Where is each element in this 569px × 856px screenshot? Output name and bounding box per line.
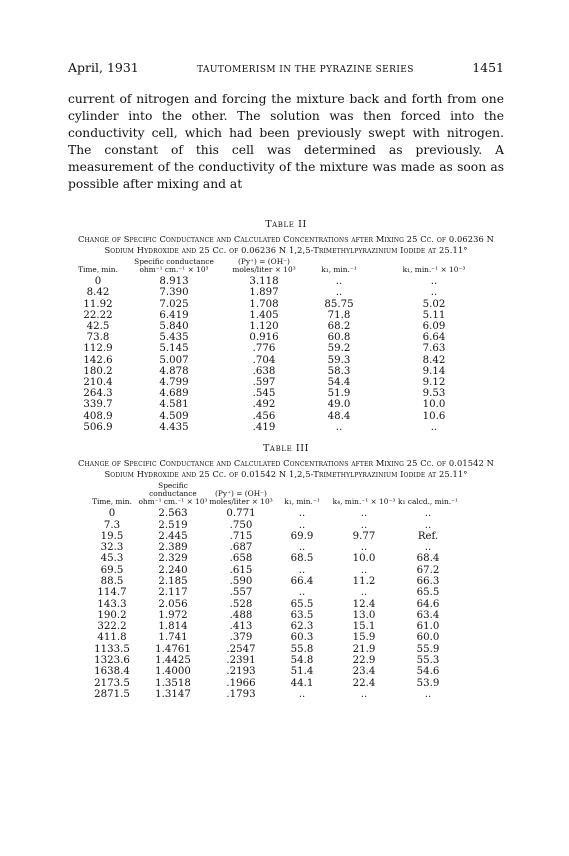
table-cell: .. xyxy=(298,542,306,554)
table-row xyxy=(72,276,494,287)
table-row xyxy=(86,587,458,598)
table-cell: 88.5 xyxy=(100,576,124,587)
table-cell: 114.7 xyxy=(97,587,127,599)
table-cell: .. xyxy=(335,421,343,433)
table-cell: 5.02 xyxy=(422,298,446,310)
table-cell: 15.1 xyxy=(352,621,376,633)
table-cell: 2.563 xyxy=(158,508,188,520)
table-cell: 63.4 xyxy=(416,609,440,621)
table-row xyxy=(72,399,494,410)
page-header xyxy=(68,60,504,75)
table-cell: 5.11 xyxy=(422,309,446,321)
table-cell: .2547 xyxy=(226,643,256,655)
table-row xyxy=(72,332,494,343)
table-cell: 339.7 xyxy=(83,399,113,411)
table3-title: Table III xyxy=(263,443,309,455)
table-cell: .488 xyxy=(229,609,253,621)
table-cell: 13.0 xyxy=(352,609,376,621)
table-row xyxy=(72,287,494,298)
table2 xyxy=(72,258,494,433)
table-cell: 73.8 xyxy=(86,332,110,344)
table-cell: 0 xyxy=(94,276,102,288)
table-cell: 23.4 xyxy=(352,666,376,678)
table-cell: 2.117 xyxy=(158,587,188,599)
table-cell: 5.435 xyxy=(159,332,189,344)
table-cell: 68.2 xyxy=(327,321,351,332)
body-paragraph: current of nitrogen and forcing the mixture back and forth from one cylinder into the other. The solution was then forced into the conductivity cell, which had been previously swept with nitrogen. The constant of this cell was determined as previously. A measurement of the conductivity of the mixture was made as soon as possible after mixing and at xyxy=(68,92,504,191)
table-cell: 8.913 xyxy=(159,276,189,288)
table-cell: 2871.5 xyxy=(94,688,130,700)
table-cell: 69.5 xyxy=(100,564,124,576)
table-row xyxy=(86,655,458,666)
table-cell: .. xyxy=(430,276,438,288)
table-cell: 60.3 xyxy=(290,632,314,644)
table-cell: 7.63 xyxy=(422,343,446,355)
table-cell: .. xyxy=(430,287,438,299)
table-cell: 143.3 xyxy=(97,598,127,610)
table-cell: 53.9 xyxy=(416,677,440,689)
table-cell: 5.145 xyxy=(159,343,189,355)
table-row xyxy=(86,553,458,564)
table-cell: 85.75 xyxy=(324,298,354,310)
table3-header-row xyxy=(86,482,458,508)
table-cell: .. xyxy=(424,542,432,554)
table-row xyxy=(72,343,494,354)
t3-column-header: k₁ calcd., min.⁻¹ xyxy=(398,497,458,507)
table-row xyxy=(72,411,494,422)
table-row xyxy=(86,599,458,610)
table-cell: 2.389 xyxy=(158,542,188,554)
table-cell: 6.419 xyxy=(159,309,189,321)
table-row xyxy=(86,666,458,677)
journal-page xyxy=(68,60,504,700)
table-cell: 8.42 xyxy=(422,354,446,366)
table-cell: .1966 xyxy=(226,677,256,689)
table-cell: 69.9 xyxy=(290,530,314,542)
table-cell: .. xyxy=(298,508,306,520)
table-cell: 1.4425 xyxy=(155,655,191,667)
table-cell: 1.4000 xyxy=(155,666,191,678)
table-cell: 1.708 xyxy=(249,298,279,310)
table-cell: 59.3 xyxy=(327,354,351,366)
t2-column-header: (Py⁺) = (OH⁻) moles/liter × 10³ xyxy=(232,257,296,275)
table-cell: .. xyxy=(360,508,368,520)
table-cell: 4.509 xyxy=(159,410,189,422)
table-cell: 55.3 xyxy=(416,655,440,667)
table-cell: 190.2 xyxy=(97,609,127,621)
table-cell: 45.3 xyxy=(100,553,124,565)
table-cell: 2.519 xyxy=(158,519,188,531)
table-cell: 9.14 xyxy=(422,365,446,377)
table-cell: .. xyxy=(298,519,306,531)
table3-caption: Change of Specific Conductance and Calculated Concentrations after Mixing 25 Cc. of 0.01542 N Sodium Hydroxide and 25 Cc. of 0.01542 N 1,2,5-Trimethylpyrazinium Iodide at 25.11° xyxy=(78,458,494,479)
table-cell: 48.4 xyxy=(327,410,351,422)
table-cell: .. xyxy=(360,519,368,531)
table-row xyxy=(72,366,494,377)
table-row xyxy=(86,644,458,655)
t3-column-header: k₁, min.⁻¹ xyxy=(284,497,320,507)
table-cell: 68.5 xyxy=(290,553,314,565)
table-row xyxy=(86,520,458,531)
table-cell: Ref. xyxy=(417,530,439,542)
table-cell: 66.3 xyxy=(416,576,440,587)
t2-column-header: k₁, min.⁻¹ × 10⁻³ xyxy=(402,265,466,275)
table-cell: 42.5 xyxy=(86,321,110,332)
table-cell: 1638.4 xyxy=(94,666,130,678)
table-row xyxy=(86,678,458,689)
table-cell: .704 xyxy=(252,354,276,366)
table-row xyxy=(72,377,494,388)
table-cell: .776 xyxy=(252,343,276,355)
table-cell: 19.5 xyxy=(100,530,124,542)
table-cell: 5.007 xyxy=(159,354,189,366)
table2-header-row xyxy=(72,258,494,276)
table-cell: 60.8 xyxy=(327,332,351,344)
table-cell: 1.897 xyxy=(249,287,279,299)
table-cell: 1.814 xyxy=(158,621,188,633)
table-cell: 61.0 xyxy=(416,621,440,633)
t3-column-header: Specific conductance ohm⁻¹ cm.⁻¹ × 10³ xyxy=(138,481,208,507)
table-cell: 10.6 xyxy=(422,410,446,422)
table-cell: .. xyxy=(335,276,343,288)
table-cell: .. xyxy=(360,688,368,700)
table-cell: 10.0 xyxy=(422,399,446,411)
table-cell: 411.8 xyxy=(97,632,127,644)
table-cell: 1133.5 xyxy=(94,643,130,655)
table-cell: .715 xyxy=(229,530,253,542)
table-cell: .638 xyxy=(252,365,276,377)
table-cell: 7.025 xyxy=(159,298,189,310)
table-cell: 66.4 xyxy=(290,576,314,587)
table-cell: 2.329 xyxy=(158,553,188,565)
table-cell: .1793 xyxy=(226,688,256,700)
t2-column-header: k₁, min.⁻¹ xyxy=(321,265,357,275)
table-cell: 9.53 xyxy=(422,388,446,400)
table-row xyxy=(86,576,458,587)
table-row xyxy=(72,321,494,332)
table-cell: 62.3 xyxy=(290,621,314,633)
table-cell: .. xyxy=(430,421,438,433)
table-cell: 4.799 xyxy=(159,377,189,389)
table-cell: .. xyxy=(424,688,432,700)
table-row xyxy=(86,508,458,519)
running-title: TAUTOMERISM IN THE PYRAZINE SERIES xyxy=(197,65,414,75)
table-cell: 322.2 xyxy=(97,621,127,633)
table-cell: 1.741 xyxy=(158,632,188,644)
table-cell: 0.771 xyxy=(226,508,256,520)
table-cell: 55.8 xyxy=(290,643,314,655)
table-cell: 68.4 xyxy=(416,553,440,565)
issue-date: April, 1931 xyxy=(68,60,139,75)
table-cell: 0 xyxy=(108,508,116,520)
t3-column-header: k₄, min.⁻¹ × 10⁻³ xyxy=(332,497,396,507)
table-cell: 59.2 xyxy=(327,343,351,355)
table-cell: 2.185 xyxy=(158,576,188,587)
table-cell: .590 xyxy=(229,576,253,587)
page-number: 1451 xyxy=(472,60,504,75)
table-cell: 4.581 xyxy=(159,399,189,411)
t3-column-header: (Py⁺) = (OH⁻) moles/liter × 10³ xyxy=(209,489,273,507)
table-cell: 54.6 xyxy=(416,666,440,678)
table-cell: .687 xyxy=(229,542,253,554)
table-cell: 9.12 xyxy=(422,377,446,389)
table-row xyxy=(86,531,458,542)
table-cell: 2.056 xyxy=(158,598,188,610)
table-cell: .. xyxy=(298,587,306,599)
table-cell: 71.8 xyxy=(327,309,351,321)
table-cell: 54.4 xyxy=(327,377,351,389)
table-cell: 2173.5 xyxy=(94,677,130,689)
table-cell: .. xyxy=(360,587,368,599)
table-cell: 1.120 xyxy=(249,321,279,332)
table-cell: 10.0 xyxy=(352,553,376,565)
table-cell: 67.2 xyxy=(416,564,440,576)
table-cell: 54.8 xyxy=(290,655,314,667)
table-cell: .. xyxy=(335,287,343,299)
table-row xyxy=(86,565,458,576)
table-cell: .615 xyxy=(229,564,253,576)
table-cell: 51.4 xyxy=(290,666,314,678)
table-cell: 11.92 xyxy=(83,298,113,310)
table-row xyxy=(86,542,458,553)
table-cell: 1.3147 xyxy=(155,688,191,700)
table-cell: .456 xyxy=(252,410,276,422)
table-cell: 44.1 xyxy=(290,677,314,689)
table-cell: 7.3 xyxy=(103,519,121,531)
table-cell: 63.5 xyxy=(290,609,314,621)
t2-column-header: Time, min. xyxy=(78,265,118,275)
table-row xyxy=(86,632,458,643)
table-cell: 51.9 xyxy=(327,388,351,400)
table-cell: 49.0 xyxy=(327,399,351,411)
table2-title: Table II xyxy=(265,219,307,230)
table-cell: 1.4761 xyxy=(155,643,191,655)
table-cell: .. xyxy=(424,519,432,531)
table-row xyxy=(72,299,494,310)
table-cell: 22.4 xyxy=(352,677,376,689)
table-cell: .2391 xyxy=(226,655,256,667)
table-cell: 2.240 xyxy=(158,564,188,576)
table-cell: 3.118 xyxy=(249,276,279,288)
table-cell: 1.405 xyxy=(249,309,279,321)
table-cell: 32.3 xyxy=(100,542,124,554)
table-cell: 64.6 xyxy=(416,598,440,610)
table-row xyxy=(72,422,494,433)
table-cell: .379 xyxy=(229,632,253,644)
table-cell: 0.916 xyxy=(249,332,279,344)
table-cell: .545 xyxy=(252,388,276,400)
table-row xyxy=(72,310,494,321)
table2-caption: Change of Specific Conductance and Calculated Concentrations after Mixing 25 Cc. of 0.06236 N Sodium Hydroxide and 25 Cc. of 0.06236 N 1,2,5-Trimethylpyrazinium Iodide at 25.11° xyxy=(78,234,494,255)
table-cell: .413 xyxy=(229,621,253,633)
table-cell: .597 xyxy=(252,377,276,389)
table-cell: 55.9 xyxy=(416,643,440,655)
table-cell: 2.445 xyxy=(158,530,188,542)
table-row xyxy=(86,610,458,621)
table-cell: 1.972 xyxy=(158,609,188,621)
table-cell: 9.77 xyxy=(352,530,376,542)
table-cell: 1323.6 xyxy=(94,655,130,667)
table-cell: 4.689 xyxy=(159,388,189,400)
table-cell: .. xyxy=(298,688,306,700)
table-cell: 6.09 xyxy=(422,321,446,332)
table3 xyxy=(86,482,458,700)
table-cell: .. xyxy=(298,564,306,576)
table-cell: 21.9 xyxy=(352,643,376,655)
table-cell: .658 xyxy=(229,553,253,565)
table-cell: 12.4 xyxy=(352,598,376,610)
table-cell: 15.9 xyxy=(352,632,376,644)
t2-column-header: Specific conductance ohm⁻¹ cm.⁻¹ × 10³ xyxy=(134,257,214,275)
table-row xyxy=(86,689,458,700)
table-cell: 4.435 xyxy=(159,421,189,433)
table-cell: .557 xyxy=(229,587,253,599)
table-cell: 180.2 xyxy=(83,365,113,377)
table-cell: 112.9 xyxy=(83,343,113,355)
table-cell: 4.878 xyxy=(159,365,189,377)
table-cell: 22.9 xyxy=(352,655,376,667)
table-cell: 1.3518 xyxy=(155,677,191,689)
table2-body xyxy=(72,276,494,433)
table-cell: .2193 xyxy=(226,666,256,678)
table-cell: 5.840 xyxy=(159,321,189,332)
table-cell: 8.42 xyxy=(86,287,110,299)
table-row xyxy=(72,388,494,399)
table-row xyxy=(86,621,458,632)
table-row xyxy=(72,355,494,366)
table-cell: 408.9 xyxy=(83,410,113,422)
table-cell: 60.0 xyxy=(416,632,440,644)
table-cell: 506.9 xyxy=(83,421,113,433)
table-cell: .. xyxy=(424,508,432,520)
table-cell: .. xyxy=(360,542,368,554)
table-cell: 65.5 xyxy=(416,587,440,599)
table-cell: 65.5 xyxy=(290,598,314,610)
t3-column-header: Time, min. xyxy=(92,497,132,507)
table-cell: .419 xyxy=(252,421,276,433)
table-cell: 58.3 xyxy=(327,365,351,377)
table-cell: 142.6 xyxy=(83,354,113,366)
table-cell: 264.3 xyxy=(83,388,113,400)
table-cell: 210.4 xyxy=(83,377,113,389)
table3-body xyxy=(86,508,458,700)
table-cell: .492 xyxy=(252,399,276,411)
table-cell: .. xyxy=(360,564,368,576)
table-cell: .528 xyxy=(229,598,253,610)
table-cell: 22.22 xyxy=(83,309,113,321)
table-cell: 6.64 xyxy=(422,332,446,344)
table-cell: .750 xyxy=(229,519,253,531)
table-cell: 11.2 xyxy=(352,576,376,587)
table-cell: 7.390 xyxy=(159,287,189,299)
